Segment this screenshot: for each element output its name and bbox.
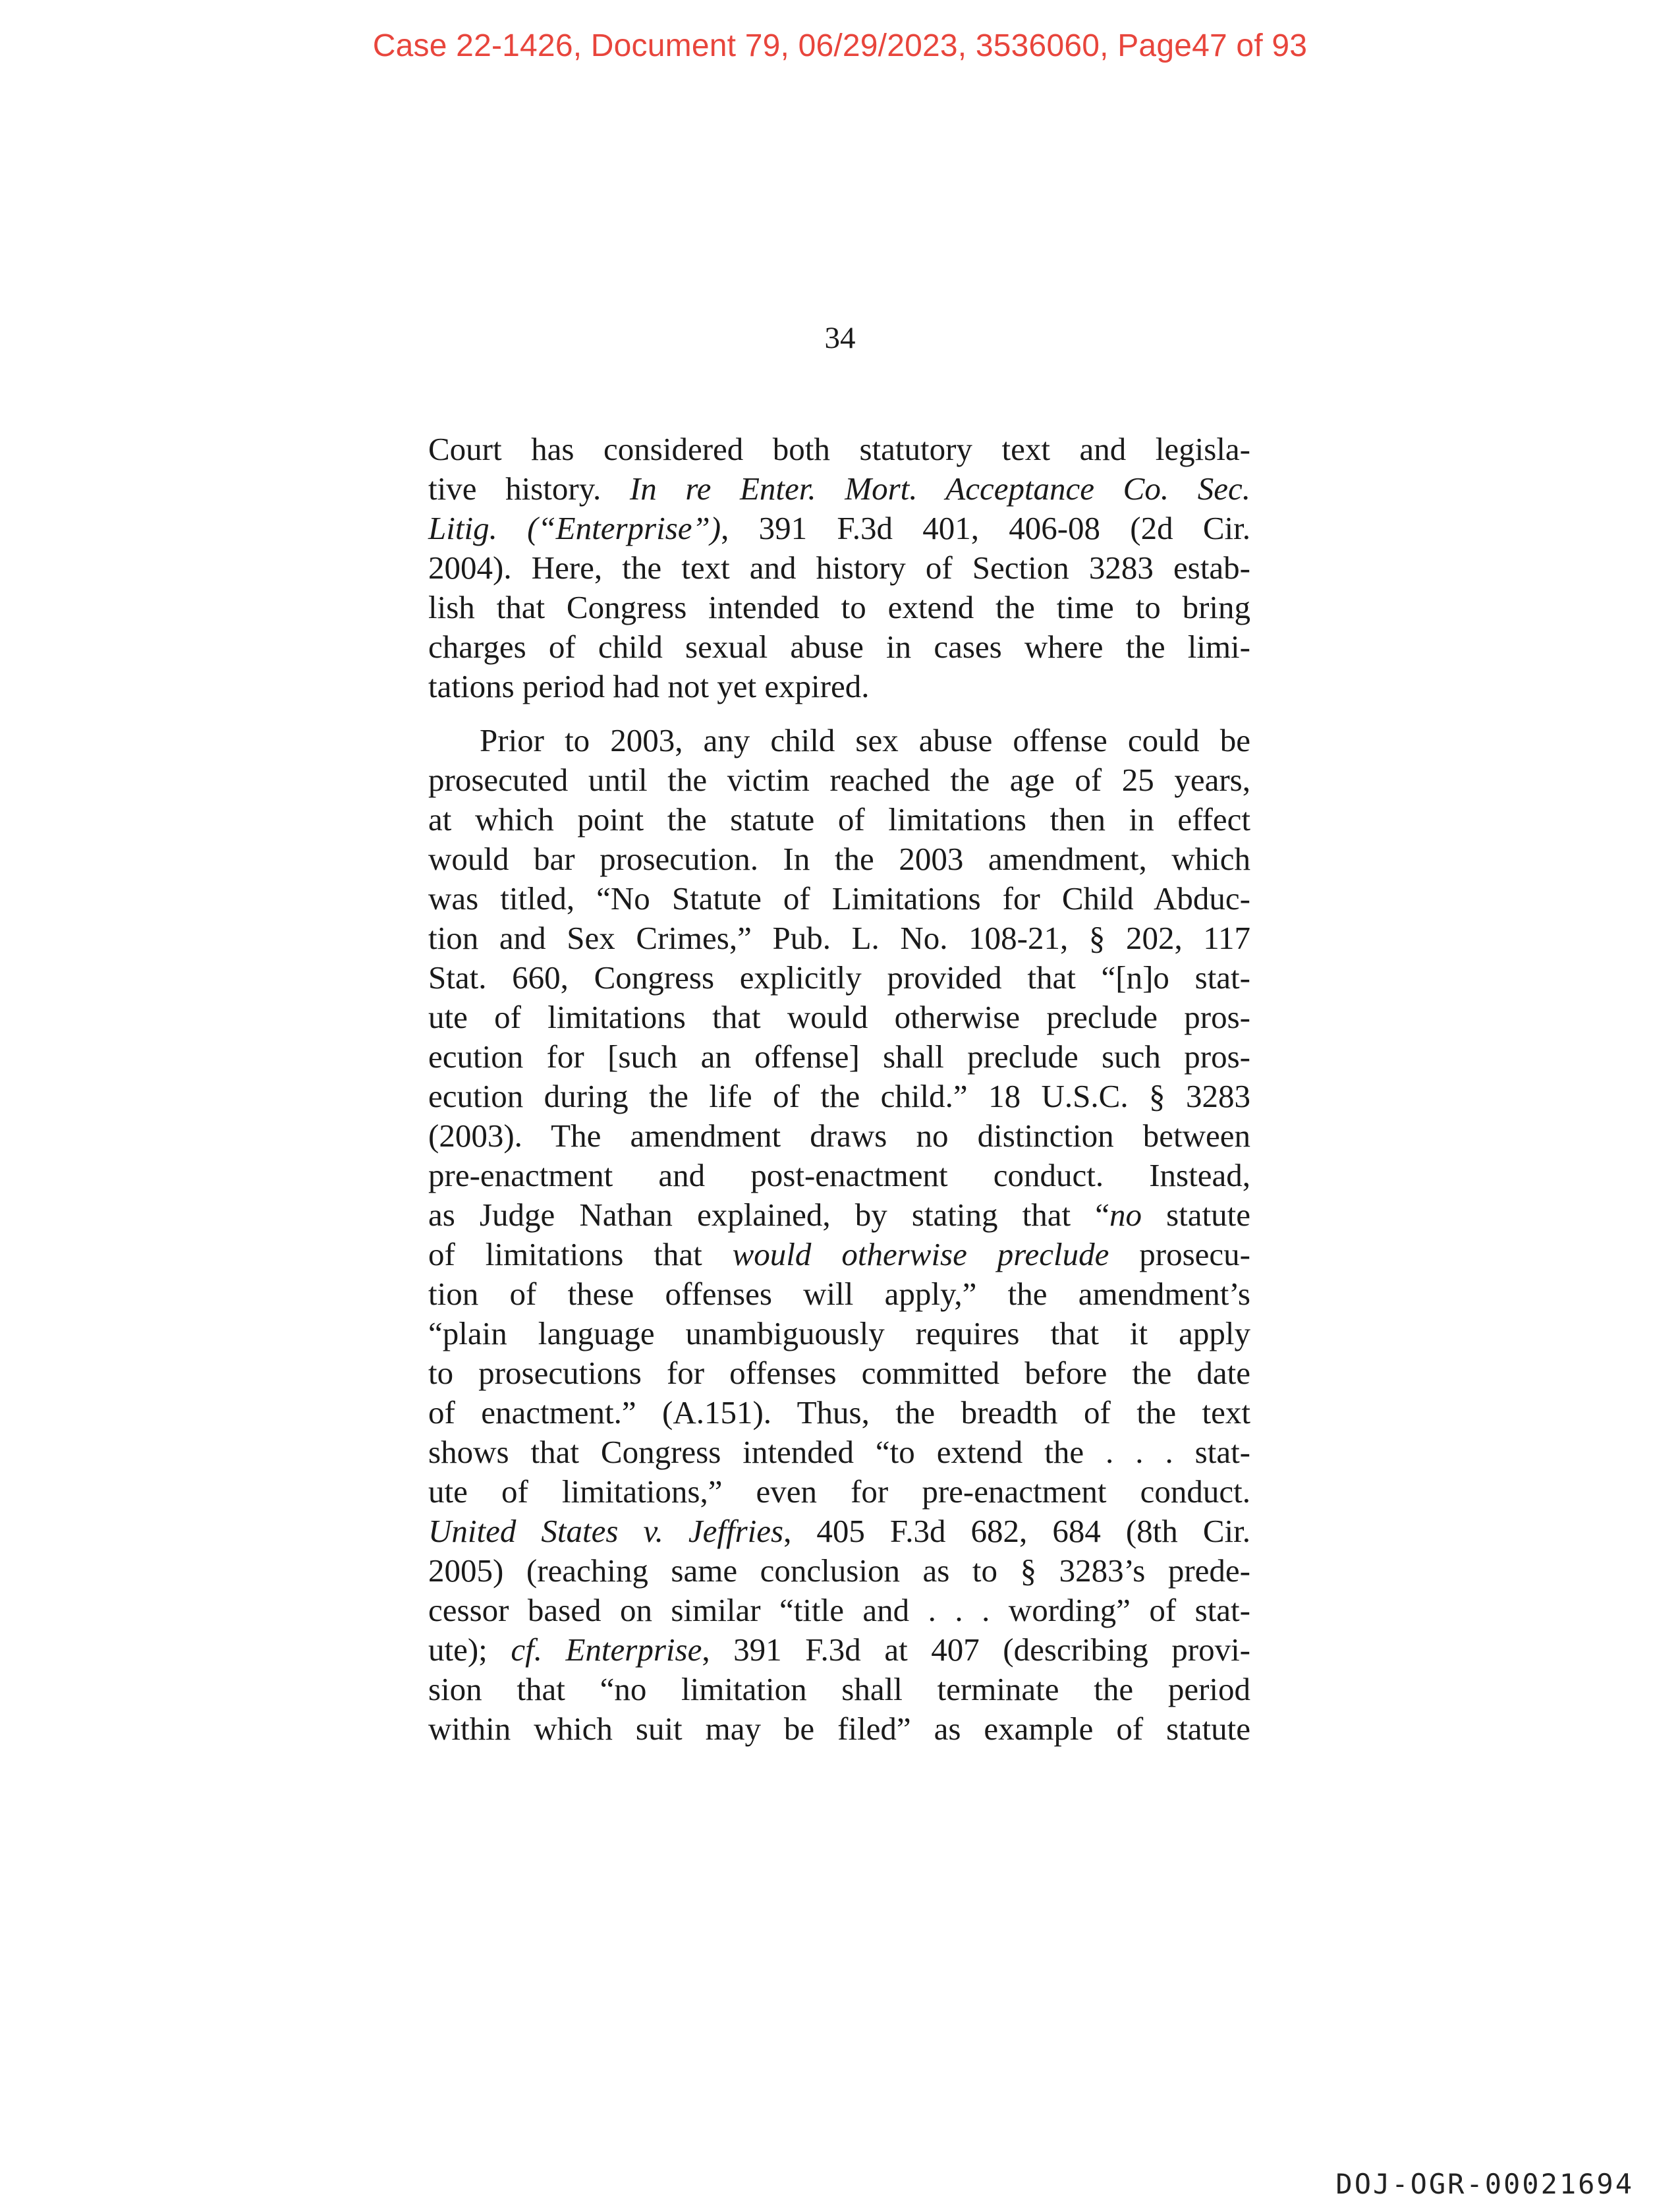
text-line: charges of child sexual abuse in cases where the limi-: [428, 629, 1250, 665]
text-line: 2004). Here, the text and history of Section 3283 estab-: [428, 550, 1250, 586]
paragraph-2: [428, 721, 1250, 1749]
text-line: cessor based on similar “title and . . . wording” of stat-: [428, 1592, 1250, 1628]
text-line: [428, 509, 1250, 548]
text-line: “plain language unambiguously requires that it apply: [428, 1315, 1250, 1351]
text-line: would bar prosecution. In the 2003 amendment, which: [428, 841, 1250, 877]
case-citation: United States v. Jeffries: [428, 1513, 784, 1549]
text-line: (2003). The amendment draws no distinction between: [428, 1118, 1250, 1154]
text-run: tive history.: [428, 470, 630, 507]
text-run: prosecu-: [1109, 1236, 1250, 1272]
text-line: pre-enactment and post-enactment conduct. Instead,: [428, 1157, 1250, 1193]
text-line: ecution for [such an offense] shall preclude such pros-: [428, 1038, 1250, 1075]
case-citation: In re Enter. Mort. Acceptance Co. Sec.: [629, 470, 1250, 507]
page-number: 34: [824, 321, 856, 355]
text-line: [428, 1195, 1250, 1235]
text-run: ute);: [428, 1631, 511, 1668]
paragraph-1: [428, 430, 1250, 706]
text-line: of enactment.” (A.151). Thus, the breadth of the text: [428, 1394, 1250, 1431]
text-line: was titled, “No Statute of Limitations for Child Abduc-: [428, 880, 1250, 917]
text-line: [428, 469, 1250, 509]
text-line: ute of limitations,” even for pre-enactment conduct.: [428, 1473, 1250, 1510]
text-line: prosecuted until the victim reached the age of 25 years,: [428, 762, 1250, 798]
text-line: Court has considered both statutory text and legisla-: [428, 431, 1250, 467]
text-line: ute of limitations that would otherwise preclude pros-: [428, 999, 1250, 1035]
text-line: tion and Sex Crimes,” Pub. L. No. 108-21, § 202, 117: [428, 920, 1250, 956]
text-run: statute: [1141, 1197, 1250, 1233]
text-line: to prosecutions for offenses committed before the date: [428, 1355, 1250, 1391]
text-line: within which suit may be filed” as example of statute: [428, 1711, 1250, 1747]
emphasis: no: [1109, 1197, 1142, 1233]
text-line: 2005) (reaching same conclusion as to § 3283’s prede-: [428, 1552, 1250, 1589]
bates-number: DOJ-OGR-00021694: [1335, 2168, 1634, 2200]
text-line: [428, 1512, 1250, 1551]
text-line: [428, 1630, 1250, 1670]
text-line: Prior to 2003, any child sex abuse offense could be: [480, 722, 1250, 758]
case-header-stamp: Case 22-1426, Document 79, 06/29/2023, 3536060, Page47 of 93: [372, 28, 1308, 63]
case-citation: cf. Enterprise: [511, 1631, 702, 1668]
text-line: at which point the statute of limitations then in effect: [428, 801, 1250, 837]
text-run: of limitations that: [428, 1236, 733, 1272]
text-line: shows that Congress intended “to extend the . . . stat-: [428, 1434, 1250, 1470]
text-line: [428, 1235, 1250, 1274]
text-line: Stat. 660, Congress explicitly provided that “[n]o stat-: [428, 959, 1250, 996]
text-run: , 405 F.3d 682, 684 (8th Cir.: [783, 1513, 1250, 1549]
emphasis: would otherwise preclude: [732, 1236, 1109, 1272]
body-text: [428, 430, 1250, 1749]
text-run: , 391 F.3d 401, 406-08 (2d Cir.: [721, 510, 1251, 546]
text-line: sion that “no limitation shall terminate the period: [428, 1671, 1250, 1707]
text-run: as Judge Nathan explained, by stating that “: [428, 1197, 1109, 1233]
text-line: ecution during the life of the child.” 18 U.S.C. § 3283: [428, 1078, 1250, 1114]
text-line: tion of these offenses will apply,” the amendment’s: [428, 1276, 1250, 1312]
case-citation: Litig. (“Enterprise”): [428, 510, 721, 546]
text-line: lish that Congress intended to extend the time to bring: [428, 589, 1250, 625]
text-run: , 391 F.3d at 407 (describing provi-: [702, 1631, 1250, 1668]
text-line: tations period had not yet expired.: [428, 668, 870, 704]
